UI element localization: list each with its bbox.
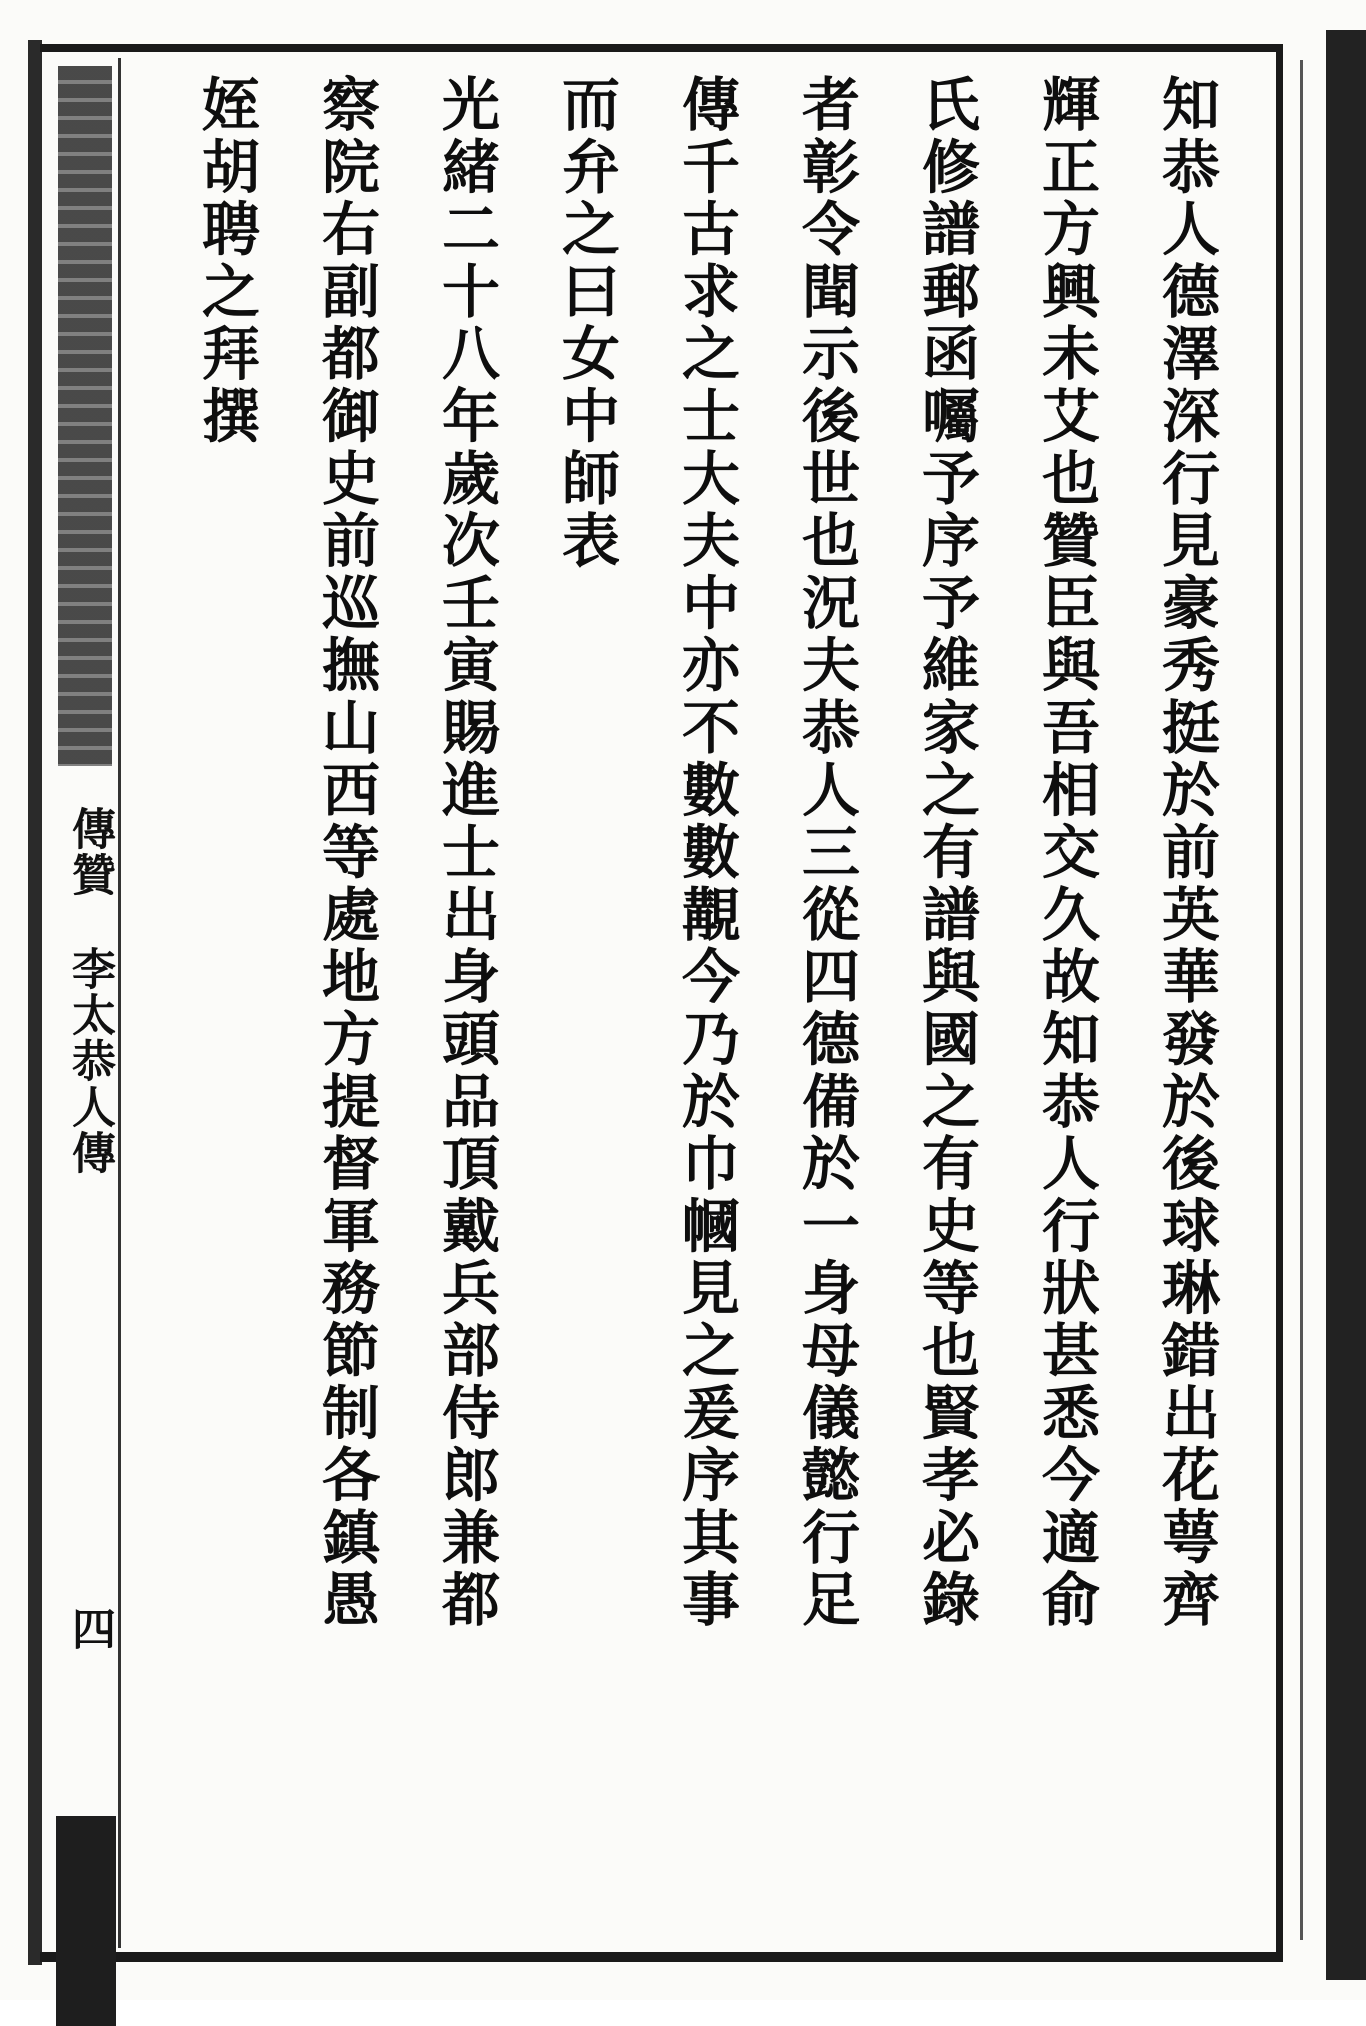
text-column-4: 者彰令聞示後世也況夫恭人三從四德備於一身母儀懿行足: [792, 74, 860, 1632]
margin-divider-line: [118, 58, 121, 1948]
text-column-3: 氏修譜郵函囑予序予維家之有譜與國之有史等也賢孝必錄: [912, 74, 980, 1632]
margin-hall-name-obscured: [56, 1816, 116, 2026]
binding-edge: [28, 40, 42, 1965]
margin-book-title-obscured: [58, 66, 112, 766]
text-column-1: 知恭人德澤深行見豪秀挺於前英華發於後球琳錯出花萼齊: [1152, 74, 1220, 1632]
page-edge-line: [1300, 60, 1303, 1940]
book-margin-column: [52, 66, 115, 1946]
bottom-border-line: [40, 1952, 1280, 1962]
main-text-block: [166, 74, 1246, 1934]
right-border-line: [1276, 44, 1283, 1962]
text-column-2: 輝正方興未艾也贊臣與吾相交久故知恭人行狀甚悉今適俞: [1032, 74, 1100, 1632]
text-column-5: 傳千古求之士大夫中亦不數數覯今乃於巾幗見之爰序其事: [672, 74, 740, 1632]
margin-section-label: 傳贊: [64, 806, 115, 898]
top-border-line: [40, 44, 1280, 52]
text-column-7: 光緒二十八年歲次壬寅賜進士出身頭品頂戴兵部侍郎兼都: [432, 74, 500, 1632]
adjacent-page-edge: [1326, 30, 1366, 1980]
margin-page-number: 四: [64, 1606, 115, 1652]
margin-subject-title: 李太恭人傳: [64, 946, 115, 1176]
text-column-9: 姪胡聘之拜撰: [192, 74, 260, 448]
text-column-8: 察院右副都御史前巡撫山西等處地方提督軍務節制各鎮愚: [312, 74, 380, 1632]
text-column-6: 而弁之曰女中師表: [552, 74, 620, 573]
